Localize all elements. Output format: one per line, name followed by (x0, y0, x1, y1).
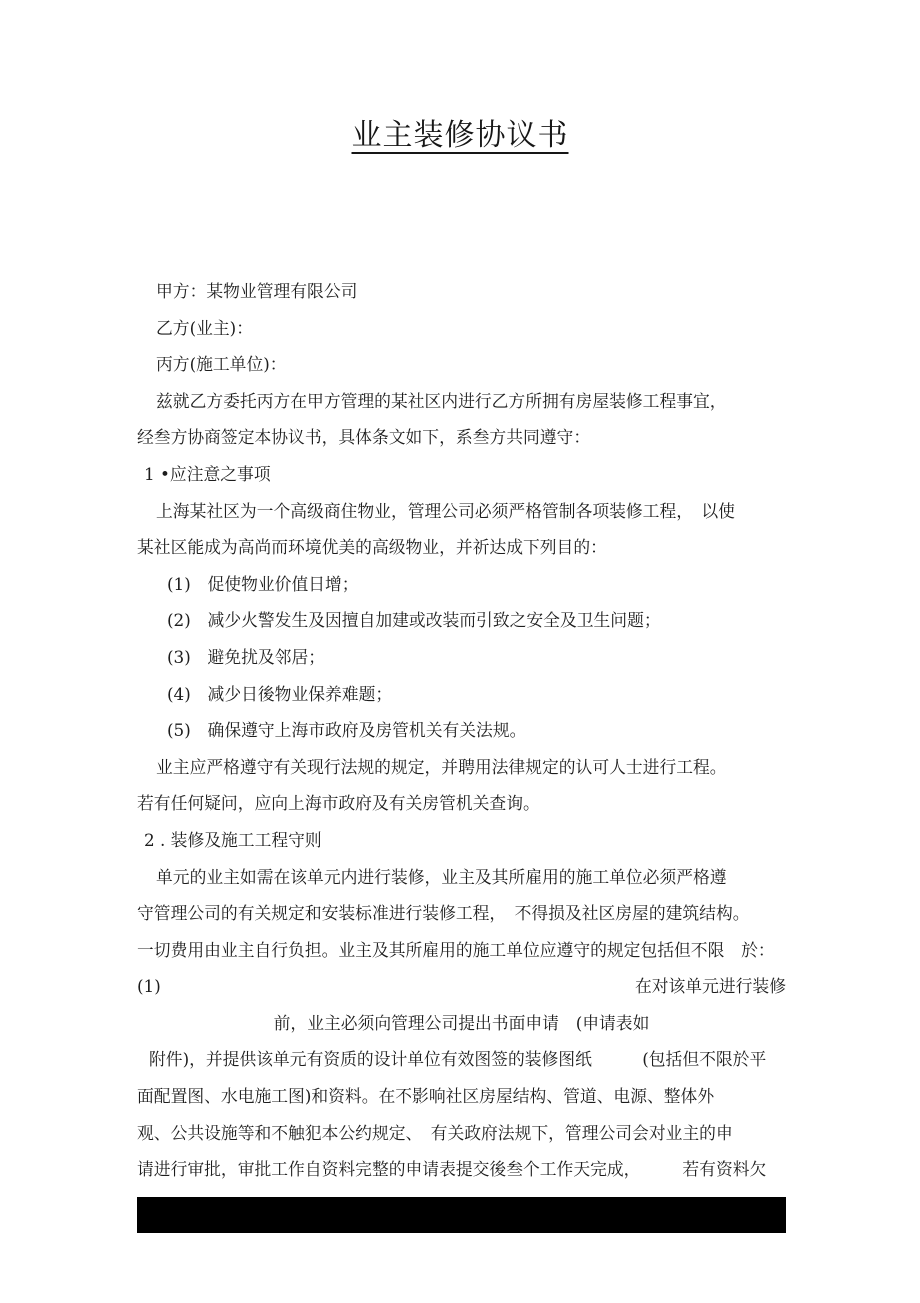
document-title: 业主装修协议书 (351, 118, 569, 153)
heading-section-1: 1 •应注意之事项 (144, 463, 271, 484)
line-s2-clause-1-cont-4: 观、公共设施等和不触犯本公约规定、 有关政府法规下，管理公司会对业主的申 (137, 1122, 733, 1143)
clause-1-number: (1) (137, 976, 161, 997)
clause-1-text: 在对该单元进行装修 (634, 976, 786, 997)
list-item-1: (1) 促使物业价值日增； (167, 573, 359, 594)
line-s1-intro-1: 上海某社区为一个高级商住物业，管理公司必须严格管制各项装修工程， 以使 (156, 500, 735, 521)
line-s2-clause-1-cont-1: 前，业主必须向管理公司提出书面申请 (申请表如 (273, 1012, 650, 1033)
list-item-3: (3) 避免扰及邻居； (167, 646, 326, 667)
line-s2-clause-1-cont-2: 附件)，并提供该单元有资质的设计单位有效图签的装修图纸 (包括但不限於平 (149, 1049, 767, 1070)
line-preamble-1: 兹就乙方委托丙方在甲方管理的某社区内进行乙方所拥有房屋装修工程事宜， (156, 390, 727, 411)
list-item-2: (2) 减少火警发生及因擅自加建或改装而引致之安全及卫生问题； (167, 610, 661, 631)
line-s1-note-1: 业主应严格遵守有关现行法规的规定，并聘用法律规定的认可人士进行工程。 (156, 756, 727, 777)
line-s2-para-3: 一切费用由业主自行负担。业主及其所雇用的施工单位应遵守的规定包括但不限 於： (137, 939, 775, 960)
line-s2-para-2: 守管理公司的有关规定和安装标准进行装修工程， 不得损及社区房屋的建筑结构。 (137, 903, 750, 924)
line-party-b: 乙方(业主)： (156, 317, 254, 338)
line-s2-clause-1-cont-3: 面配置图、水电施工图)和资料。在不影响社区房屋结构、管道、电源、整体外 (137, 1086, 715, 1107)
list-item-5: (5) 确保遵守上海市政府及房管机关有关法规。 (167, 720, 527, 741)
list-item-4: (4) 减少日後物业保养难题； (167, 683, 393, 704)
redaction-bar (137, 1197, 786, 1233)
line-party-c: 丙方(施工单位)： (156, 354, 287, 375)
document-body (0, 273, 786, 1233)
line-s2-clause-1-cont-5: 请进行审批，审批工作自资料完整的申请表提交後叁个工作天完成， 若有资料欠 (137, 1159, 767, 1180)
line-s2-clause-1 (137, 968, 786, 1005)
line-s1-note-2: 若有任何疑问，应向上海市政府及有关房管机关查询。 (137, 793, 540, 814)
line-s2-para-1: 单元的业主如需在该单元内进行装修，业主及其所雇用的施工单位必须严格遵 (156, 866, 727, 887)
line-preamble-2: 经叁方协商签定本协议书，具体条文如下，系叁方共同遵守： (137, 427, 591, 448)
line-party-a: 甲方：某物业管理有限公司 (156, 281, 358, 301)
heading-section-2: 2 . 装修及施工工程守则 (144, 829, 322, 850)
line-s1-intro-2: 某社区能成为高尚而环境优美的高级物业，并祈达成下列目的： (137, 537, 607, 558)
